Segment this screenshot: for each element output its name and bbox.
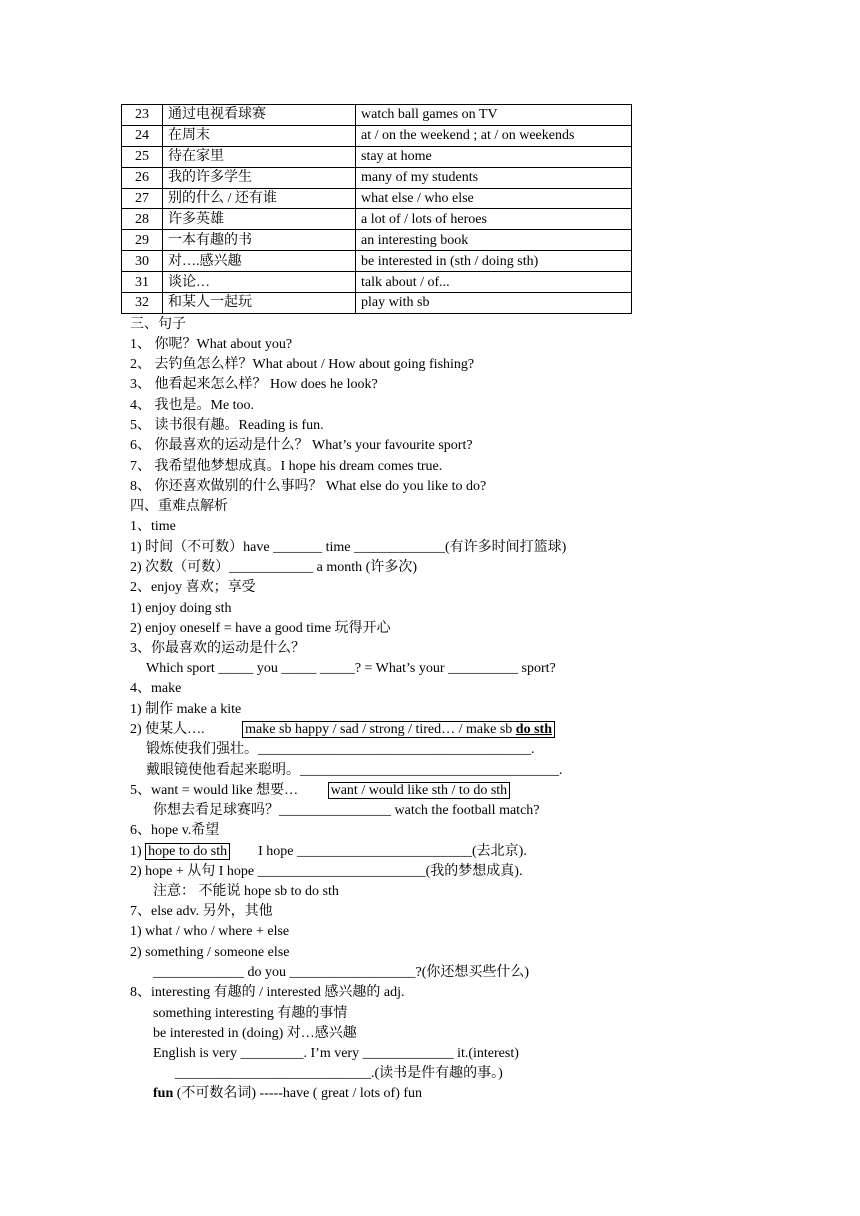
note-line [153,1084,422,1104]
sentence-item: 3、 他看起来怎么样？ How does he look? [130,377,378,392]
note-line: 注意： 不能说 hope sb to do sth [153,884,339,899]
boxed-pattern: want / would like sth / to do sth [328,782,511,799]
exercise-line: Which sport _____ you _____ _____? = What’s your __________ sport? [146,661,556,676]
vocab-row [122,251,632,272]
exercise-line: _____________ do you __________________?(你还想买些什么) [153,965,530,980]
vocab-number: 29 [122,230,163,251]
vocab-number: 26 [122,167,163,188]
vocab-english: a lot of / lots of heroes [356,209,632,230]
vocab-english: be interested in (sth / doing sth) [356,251,632,272]
point-heading-make: 4、make [130,681,182,696]
note-label: 2) 使某人…. [130,722,205,737]
section-3-heading: 三、句子 [130,317,186,332]
vocab-chinese: 别的什么 / 还有谁 [163,188,356,209]
note-line: 2) enjoy oneself = have a good time 玩得开心 [130,621,391,636]
vocab-chinese: 谈论… [163,272,356,293]
note-line: 1) 制作 make a kite [130,702,242,717]
vocab-number: 27 [122,188,163,209]
vocab-row [122,230,632,251]
sentence-item: 2、 去钓鱼怎么样？What about / How about going fishing? [130,357,475,372]
vocab-chinese: 一本有趣的书 [163,230,356,251]
note-line: be interested in (doing) 对…感兴趣 [153,1026,357,1041]
exercise-line: 1) 时间（不可数）have _______ time _____________(有许多时间打篮球) [130,540,567,555]
exercise-line: 2) 次数（可数）____________ a month (许多次) [130,560,417,575]
vocab-chinese: 许多英雄 [163,209,356,230]
exercise-line: 2) hope + 从句 I hope ________________________(我的梦想成真). [130,864,523,879]
vocab-number: 28 [122,209,163,230]
vocab-row [122,105,632,126]
exercise-line: ____________________________.(读书是件有趣的事。) [175,1066,503,1081]
exercise-line: 你想去看足球赛吗？________________ watch the football match? [153,803,540,818]
exercise-text: I hope _________________________(去北京). [230,844,527,859]
vocab-english: play with sb [356,293,632,314]
vocab-english: at / on the weekend ; at / on weekends [356,125,632,146]
sentence-item: 6、 你最喜欢的运动是什么？ What’s your favourite sport? [130,438,473,453]
exercise-line: 锻炼使我们强壮。_______________________________________. [146,742,535,757]
note-label: 1) [130,844,146,859]
sentence-item: 8、 你还喜欢做别的什么事吗？ What else do you like to do? [130,479,487,494]
note-line: 2) something / someone else [130,945,290,960]
vocab-row [122,167,632,188]
section-4-heading: 四、重难点解析 [130,499,228,514]
keyword-fun: fun [153,1086,174,1101]
vocab-english: an interesting book [356,230,632,251]
vocab-chinese: 通过电视看球赛 [163,105,356,126]
exercise-line: English is very _________. I’m very _____________ it.(interest) [153,1046,519,1061]
point-heading-enjoy: 2、enjoy 喜欢；享受 [130,580,256,595]
vocab-english: watch ball games on TV [356,105,632,126]
vocab-table [121,104,632,314]
vocab-english: stay at home [356,146,632,167]
sentence-item: 5、 读书很有趣。Reading is fun. [130,418,324,433]
vocab-chinese: 对….感兴趣 [163,251,356,272]
sentence-item: 4、 我也是。Me too. [130,398,255,413]
vocab-english: talk about / of... [356,272,632,293]
note-text: (不可数名词) -----have ( great / lots of) fun [173,1086,423,1101]
vocab-number: 30 [122,251,163,272]
vocab-chinese: 我的许多学生 [163,167,356,188]
boxed-pattern [242,721,555,738]
boxed-pattern-text: make sb happy / sad / strong / tired… / make sb [245,722,516,737]
vocab-number: 23 [122,105,163,126]
note-line: 1) enjoy doing sth [130,601,232,616]
boxed-pattern-emphasis: do sth [515,722,552,737]
vocab-number: 31 [122,272,163,293]
vocab-chinese: 和某人一起玩 [163,293,356,314]
vocab-number: 25 [122,146,163,167]
vocab-chinese: 待在家里 [163,146,356,167]
sentence-item: 1、 你呢？What about you? [130,337,293,352]
note-line: something interesting 有趣的事情 [153,1006,348,1021]
vocab-row [122,272,632,293]
vocab-english: what else / who else [356,188,632,209]
boxed-pattern: hope to do sth [145,843,230,860]
vocab-chinese: 在周末 [163,125,356,146]
point-heading-text: 5、want = would like 想要… [130,783,299,798]
point-heading-interesting: 8、interesting 有趣的 / interested 感兴趣的 adj. [130,985,405,1000]
vocab-row [122,293,632,314]
vocab-row [122,209,632,230]
point-heading-else: 7、else adv. 另外，其他 [130,904,273,919]
vocab-row [122,146,632,167]
point-heading-sport: 3、你最喜欢的运动是什么？ [130,641,305,656]
point-heading-time: 1、time [130,519,176,534]
vocab-number: 32 [122,293,163,314]
vocab-row [122,125,632,146]
note-line [130,720,555,740]
exercise-line: 戴眼镜使他看起来聪明。_____________________________________. [146,763,563,778]
note-line: 1) what / who / where + else [130,924,290,939]
vocab-english: many of my students [356,167,632,188]
point-heading-hope: 6、hope v.希望 [130,823,220,838]
exercise-line [130,842,527,862]
vocab-number: 24 [122,125,163,146]
sentence-item: 7、 我希望他梦想成真。I hope his dream comes true. [130,459,443,474]
vocab-row [122,188,632,209]
point-heading-want [130,781,510,801]
